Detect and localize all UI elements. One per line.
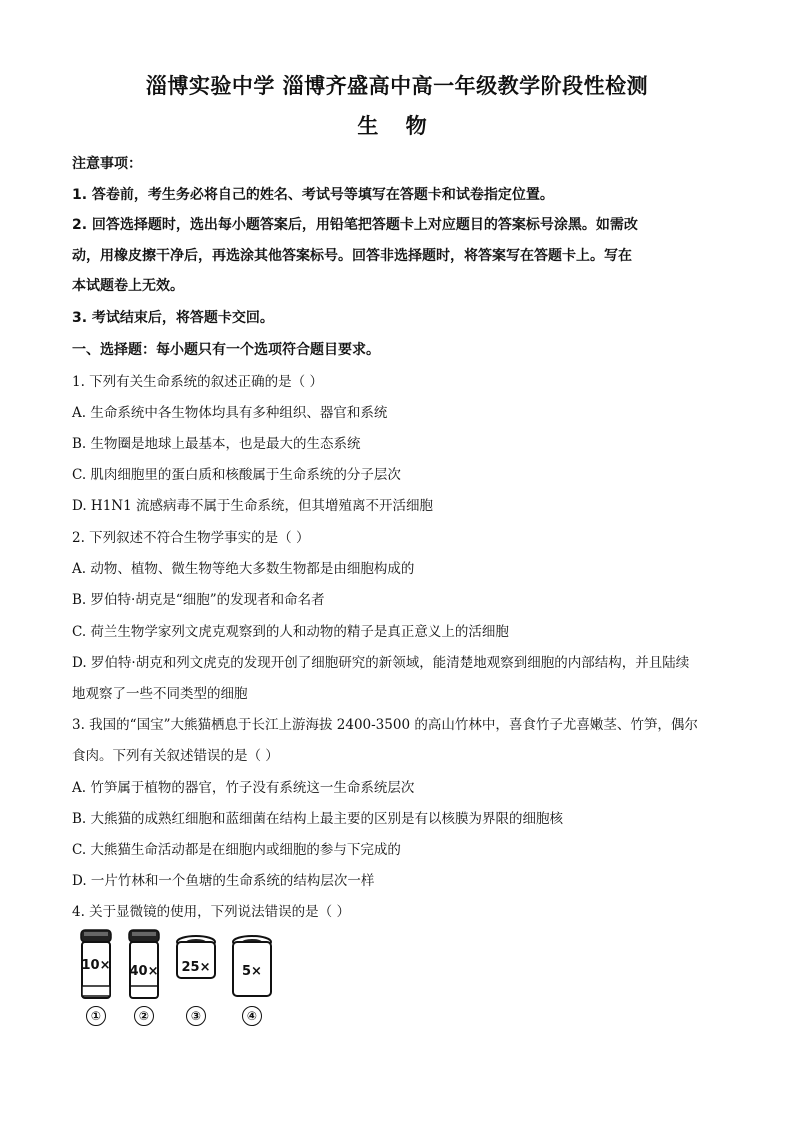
q3-stem-line-1: 3. 我国的“国宝”大熊猫栖息于长江上游海拔 2400-3500 的高山竹林中，喜食竹子尤喜嫩茎、竹笋，偶尔: [72, 717, 698, 733]
note-3: 3. 考试结束后，将答题卡交回。: [72, 310, 274, 326]
lens-1-number: ①: [86, 1006, 106, 1026]
q2-stem: 2. 下列叙述不符合生物学事实的是（ ）: [72, 530, 310, 546]
note-2-line-3: 本试题卷上无效。: [72, 278, 184, 294]
q3-option-b: B. 大熊猫的成熟红细胞和蓝细菌在结构上最主要的区别是有以核膜为界限的细胞核: [72, 811, 564, 827]
section-heading: 一、选择题：每小题只有一个选项符合题目要求。: [72, 342, 380, 358]
lens-3-number: ③: [186, 1006, 206, 1026]
q4-stem: 4. 关于显微镜的使用，下列说法错误的是（ ）: [72, 904, 350, 920]
note-1: 1. 答卷前，考生务必将自己的姓名、考试号等填写在答题卡和试卷指定位置。: [72, 187, 554, 203]
q1-option-a: A. 生命系统中各生物体均具有多种组织、器官和系统: [72, 405, 388, 421]
q3-stem-line-2: 食肉。下列有关叙述错误的是（ ）: [72, 748, 279, 764]
lens-1-magnification: 10×: [81, 958, 111, 973]
exam-title: 淄博实验中学 淄博齐盛高中高一年级教学阶段性检测: [145, 74, 649, 98]
exam-subject: 生 物: [357, 114, 437, 138]
q3-option-c: C. 大熊猫生命活动都是在细胞内或细胞的参与下完成的: [72, 842, 401, 858]
lens-4-number: ④: [242, 1006, 262, 1026]
q3-option-a: A. 竹笋属于植物的器官，竹子没有系统这一生命系统层次: [72, 780, 415, 796]
q2-option-c: C. 荷兰生物学家列文虎克观察到的人和动物的精子是真正意义上的活细胞: [72, 624, 509, 640]
q2-option-d-line-2: 地观察了一些不同类型的细胞: [72, 686, 248, 702]
q1-option-d: D. H1N1 流感病毒不属于生命系统，但其增殖离不开活细胞: [72, 498, 433, 514]
q2-option-b: B. 罗伯特·胡克是“细胞”的发现者和命名者: [72, 592, 325, 608]
q3-option-d: D. 一片竹林和一个鱼塘的生命系统的结构层次一样: [72, 873, 375, 889]
lens-figure: [72, 928, 292, 1028]
note-2-line-1: 2. 回答选择题时，选出每小题答案后，用铅笔把答题卡上对应题目的答案标号涂黑。如需改: [72, 217, 638, 233]
lens-2-number: ②: [134, 1006, 154, 1026]
q2-option-a: A. 动物、植物、微生物等绝大多数生物都是由细胞构成的: [72, 561, 415, 577]
lens-2-magnification: 40×: [129, 964, 159, 979]
lens-4-magnification: 5×: [242, 964, 262, 979]
q1-option-c: C. 肌肉细胞里的蛋白质和核酸属于生命系统的分子层次: [72, 467, 401, 483]
lens-3-magnification: 25×: [181, 960, 211, 975]
q2-option-d-line-1: D. 罗伯特·胡克和列文虎克的发现开创了细胞研究的新领域，能清楚地观察到细胞的内部结构，并且陆续: [72, 655, 690, 671]
q1-stem: 1. 下列有关生命系统的叙述正确的是（ ）: [72, 374, 323, 390]
notes-heading: 注意事项：: [72, 156, 142, 172]
q1-option-b: B. 生物圈是地球上最基本，也是最大的生态系统: [72, 436, 361, 452]
note-2-line-2: 动，用橡皮擦干净后，再选涂其他答案标号。回答非选择题时，将答案写在答题卡上。写在: [72, 248, 632, 264]
